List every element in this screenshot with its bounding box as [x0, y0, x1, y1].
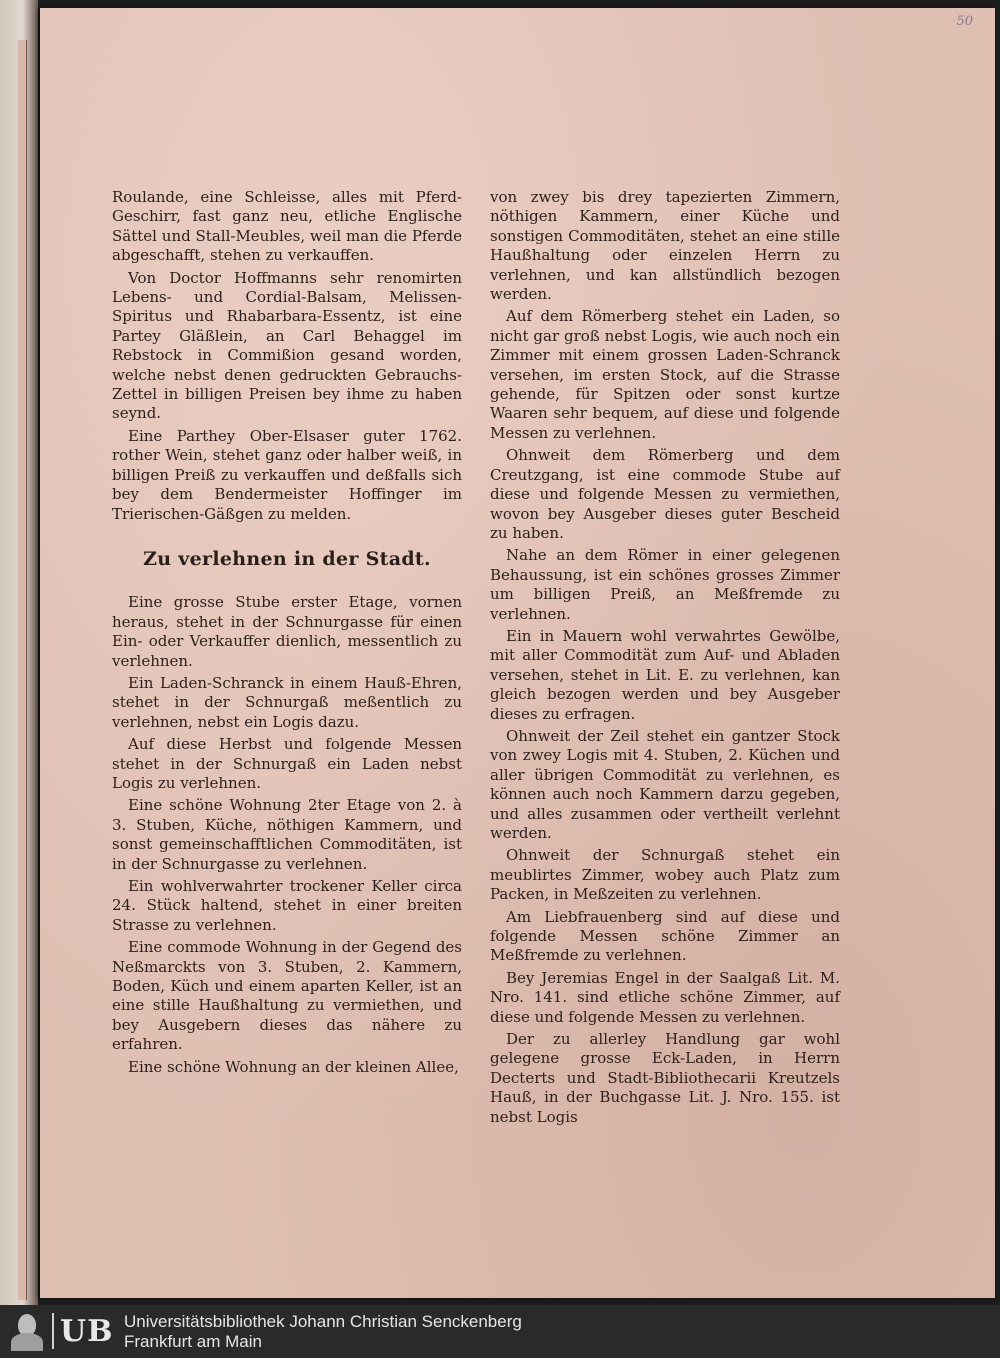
paragraph: Auf dem Römerberg stehet ein Laden, so nicht gar groß nebst Logis, wie auch noch ein Zimmer mit einem grossen Laden-Schranck versehen, im ersten Stock, auf die Strasse gehende, für Spitzen oder sonst kurtze Waaren sehr bequem, auf diese und folgende Messen zu verlehnen. [490, 307, 840, 442]
paragraph: Ohnweit der Zeil stehet ein gantzer Stock von zwey Logis mit 4. Stuben, 2. Küchen und aller übrigen Commodität zu verlehnen, es können auch noch Kammern darzu gegeben, und alles zusammen oder vertheilt verlehnt werden. [490, 726, 840, 842]
paragraph: Am Liebfrauenberg sind auf diese und folgende Messen schöne Zimmer an Meßfremde zu verlehnen. [490, 907, 840, 965]
institution-name [124, 1312, 522, 1352]
page-fold [18, 40, 27, 1300]
paragraph: Bey Jeremias Engel in der Saalgaß Lit. M. Nro. 141. sind etliche schöne Zimmer, auf diese und folgende Messen zu verlehnen. [490, 968, 840, 1026]
paragraph: Roulande, eine Schleisse, alles mit Pferd-Geschirr, fast ganz neu, etliche Englische Sättel und Stall-Meubles, weil man die Pferde abgeschafft, stehen zu verkauffen. [112, 188, 462, 265]
paragraph: Ein Laden-Schranck in einem Hauß-Ehren, stehet in der Schnurgaß meßentlich zu verlehnen, nebst ein Logis dazu. [112, 673, 462, 731]
paragraph: Eine Parthey Ober-Elsaser guter 1762. rother Wein, stehet ganz oder halber weiß, in billigen Preiß zu verkauffen und deßfalls sich bey dem Bendermeister Hoffinger im Trierischen-Gäßgen zu melden. [112, 426, 462, 523]
paragraph: Auf diese Herbst und folgende Messen stehet in der Schnurgaß ein Laden nebst Logis zu verlehnen. [112, 735, 462, 792]
right-column [490, 188, 840, 1130]
paragraph: von zwey bis drey tapezierten Zimmern, nöthigen Kammern, einer Küche und sonstigen Commoditäten, stehet an eine stille Haußhaltung oder einzelen Herrn zu verlehnen, und kan allstündlich bezogen werden. [490, 188, 840, 304]
previous-page-edge [0, 0, 38, 1305]
paragraph: Ohnweit dem Römerberg und dem Creutzgang, ist eine commode Stube auf diese und folgende Messen zu vermiethen, wovon bey Ausgeber dieses guter Bescheid zu haben. [490, 446, 840, 542]
paragraph: Ohnweit der Schnurgaß stehet ein meublirtes Zimmer, wobey auch Platz zum Packen, in Meßzeiten zu verlehnen. [490, 846, 840, 904]
institution-line-2: Frankfurt am Main [124, 1332, 262, 1351]
senckenberg-bust-icon [8, 1311, 46, 1351]
paragraph: Von Doctor Hoffmanns sehr renomirten Lebens- und Cordial-Balsam, Melissen-Spiritus und Rhabarbara-Essentz, ist eine Partey Gläßlein, an Carl Behaggel im Rebstock in Commißion gesand worden, welche nebst denen gedruckten Gebrauchs-Zettel in billigen Preisen bey ihme zu haben seynd. [112, 268, 462, 423]
left-column [112, 188, 462, 1080]
paragraph: Eine commode Wohnung in der Gegend des Neßmarckts von 3. Stuben, 2. Kammern, Boden, Küch und einem aparten Keller, ist an eine stille Haußhaltung zu vermiethen, und bey Ausgebern dieses das nähere zu erfahren. [112, 938, 462, 1054]
paragraph: Eine grosse Stube erster Etage, vornen heraus, stehet in der Schnurgasse für einen Ein- oder Verkauffer dienlich, messentlich zu verlehnen. [112, 593, 462, 670]
document-page [40, 8, 995, 1298]
library-logo[interactable] [8, 1311, 116, 1351]
footer-bar [0, 1305, 1000, 1358]
section-heading: Zu verlehnen in der Stadt. [143, 547, 431, 570]
paragraph: Nahe an dem Römer in einer gelegenen Behaussung, ist ein schönes grosses Zimmer um billigen Preiß, an Meßfremde zu verlehnen. [490, 546, 840, 623]
institution-line-1: Universitätsbibliothek Johann Christian Senckenberg [124, 1312, 522, 1331]
paragraph: Eine schöne Wohnung an der kleinen Allee, [128, 1057, 459, 1076]
paragraph: Der zu allerley Handlung gar wohl gelegene grosse Eck-Laden, in Herrn Decterts und Stadt-Bibliothecarii Kreutzels Hauß, in der Buchgasse Lit. J. Nro. 155. ist nebst Logis [490, 1030, 840, 1126]
paragraph: Ein in Mauern wohl verwahrtes Gewölbe, mit aller Commodität zum Auf- und Abladen versehen, stehet in Lit. E. zu verlehnen, kan gleich bezogen werden und bey Ausgeber dieses zu erfragen. [490, 626, 840, 723]
logo-divider [52, 1313, 54, 1349]
foliation-number: 50 [956, 14, 973, 29]
logo-text: UB [60, 1313, 114, 1349]
paragraph: Eine schöne Wohnung 2ter Etage von 2. à 3. Stuben, Küche, nöthigen Kammern, und sonst gemeinschafftlichen Commoditäten, ist in der Schnurgasse zu verlehnen. [112, 796, 462, 873]
paragraph: Ein wohlverwahrter trockener Keller circa 24. Stück haltend, stehet in einer breiten Strasse zu verlehnen. [112, 877, 462, 934]
